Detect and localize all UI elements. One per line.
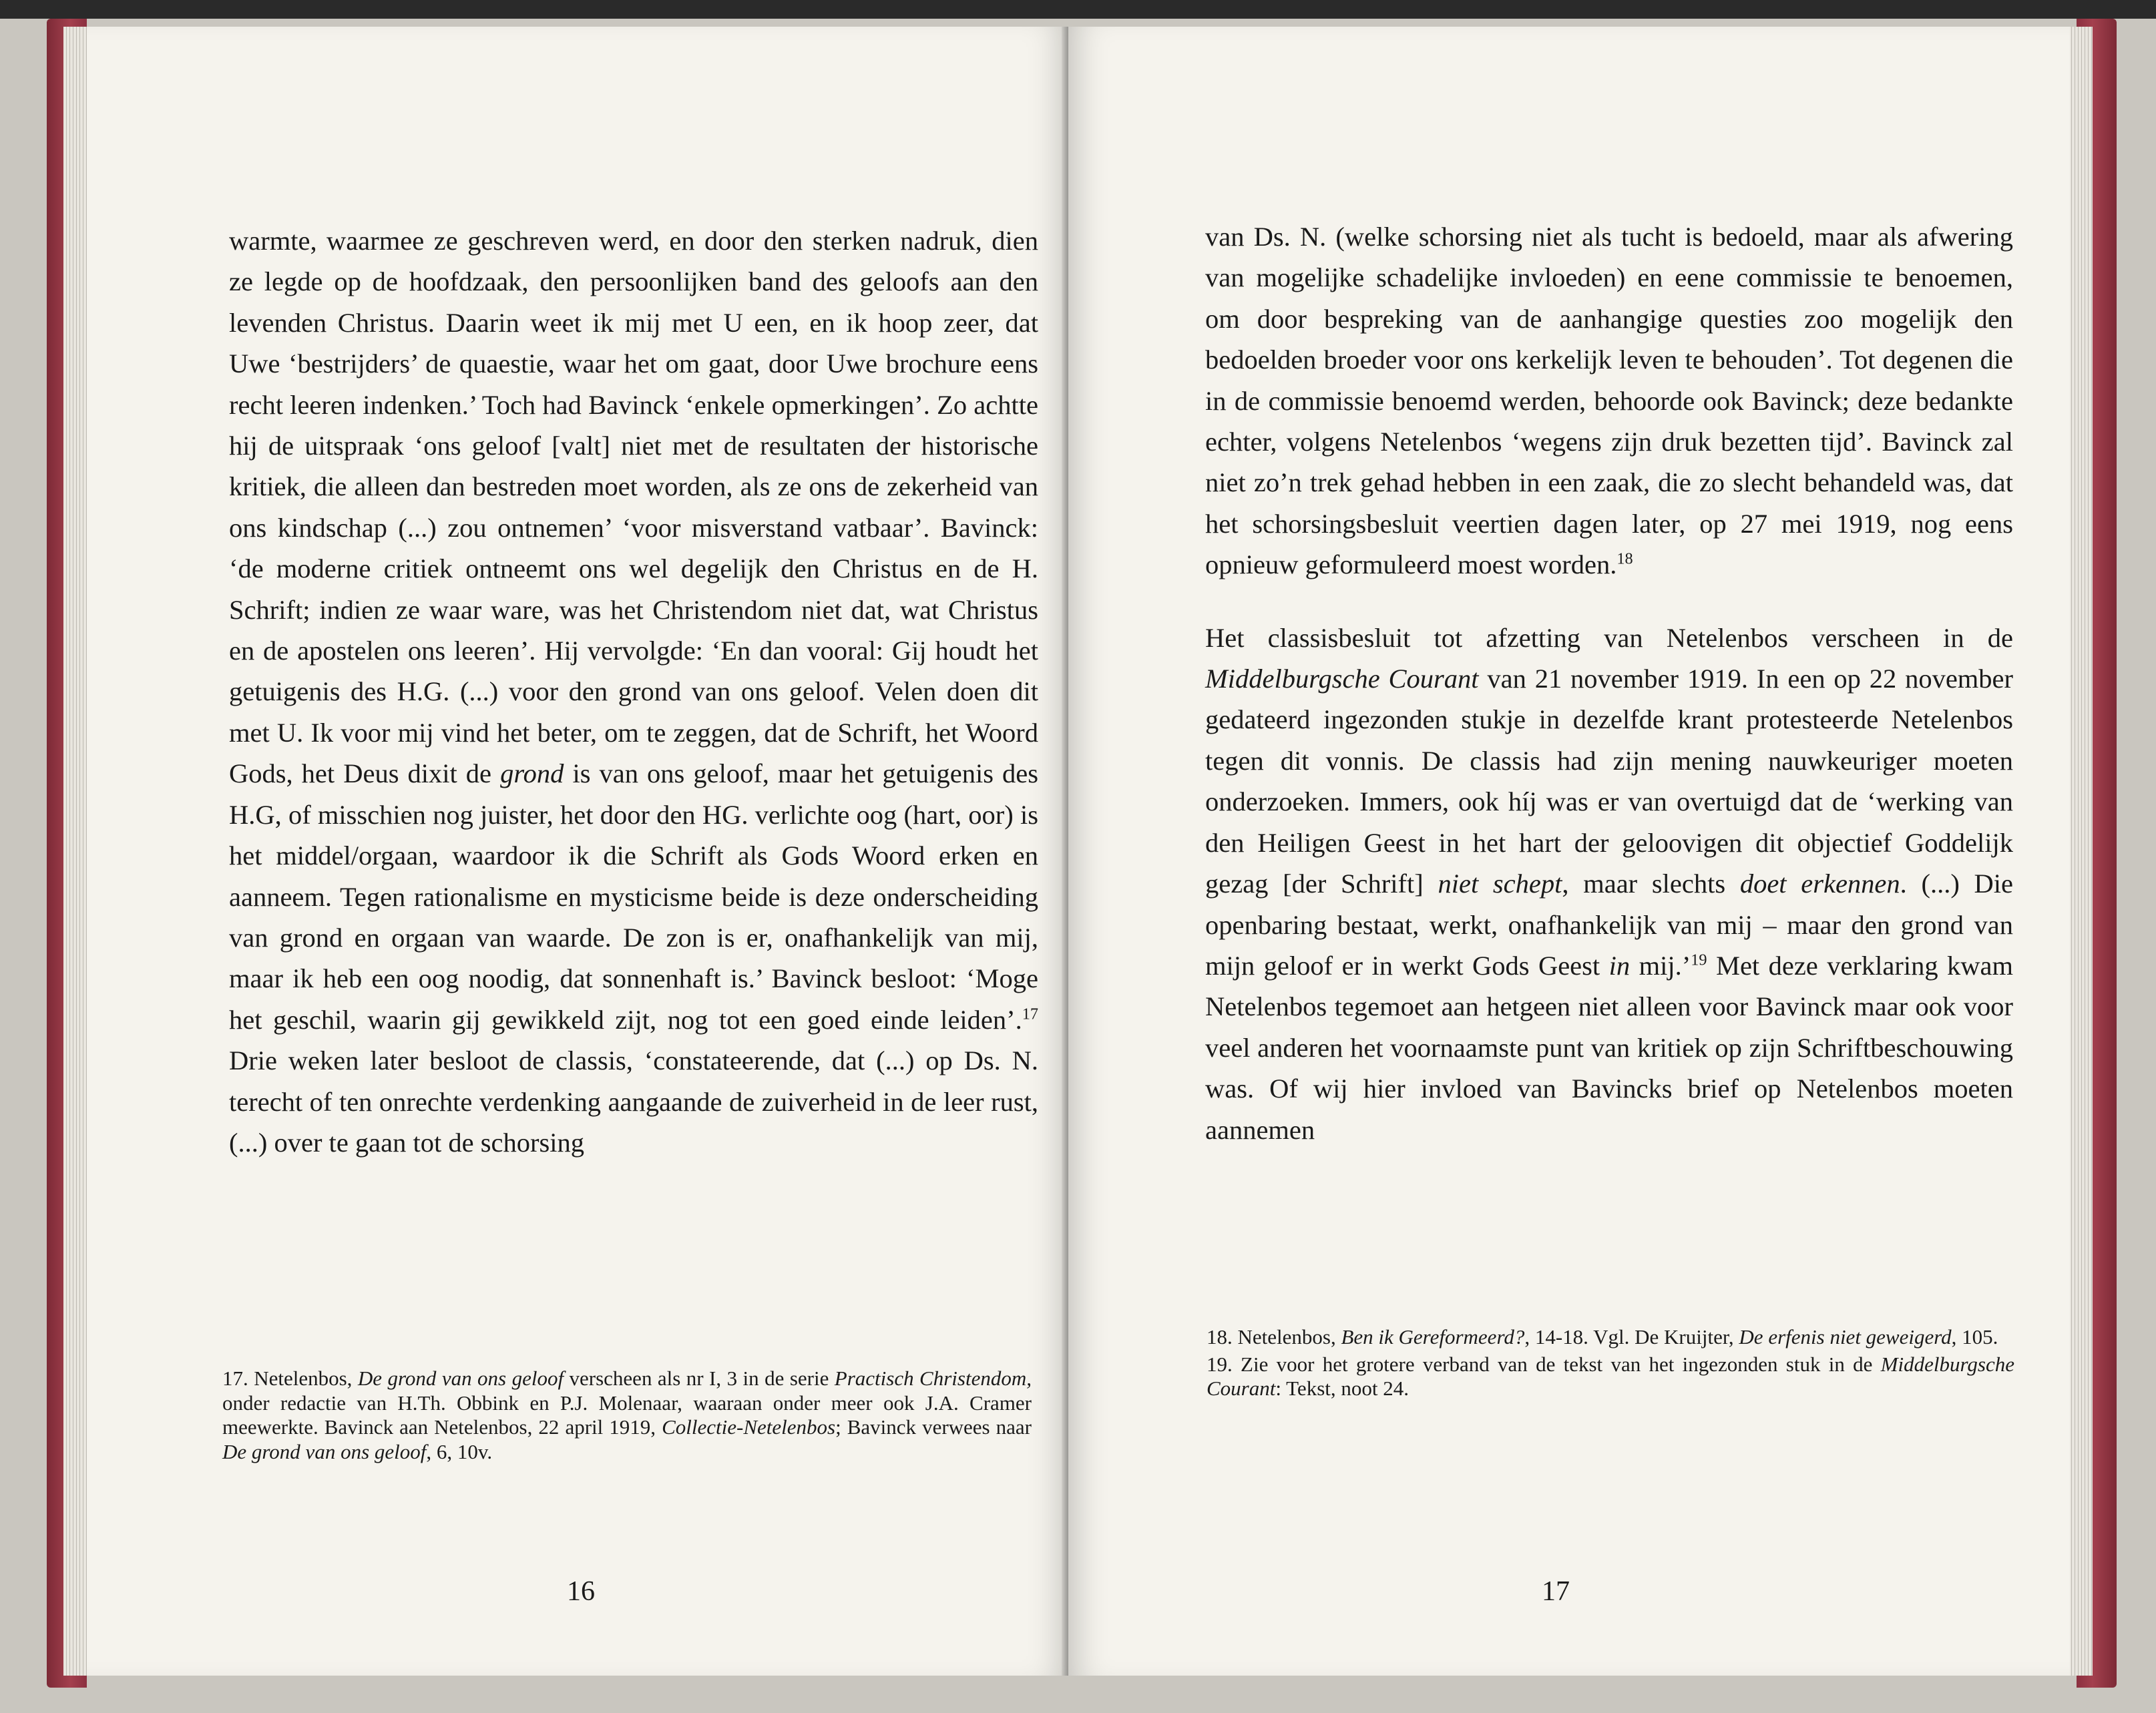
right-body2-a: Het classisbesluit tot afzetting van Netelenbos verscheen in de [1205, 622, 2013, 653]
fn18-i1: Ben ik Gereformeerd? [1341, 1325, 1525, 1349]
left-body-text [229, 220, 1038, 1163]
fn17-i4: De grond van ons geloof [222, 1439, 427, 1463]
right-paragraph-2 [1205, 618, 2013, 1150]
right-body2-i2: niet schept [1438, 869, 1562, 899]
fn17-i2: Practisch Christendom, [834, 1367, 1032, 1390]
fn19-i1: Middelburgsche Courant [1207, 1352, 2014, 1400]
footnote-18 [1207, 1325, 2014, 1350]
page-edges-left [63, 27, 90, 1676]
fn18-c: , 105. [1951, 1325, 1998, 1349]
page-edges-right [2069, 27, 2093, 1676]
page-left [87, 27, 1068, 1676]
fn19-b: : Tekst, noot 24. [1275, 1377, 1409, 1400]
fn17-c: onder redactie van H.Th. Obbink en P.J. Molenaar, waaraan onder meer ook J.A. Cramer meewerkte. Bavinck aan Netelenbos, 22 april 1919, [222, 1391, 1032, 1439]
right-body2-d: . (...) Die openbaring bestaat, werkt, onafhankelijk van mij – maar den grond van mijn geloof er in werkt Gods Geest [1205, 869, 2014, 981]
paragraph-gap [1205, 585, 2013, 618]
left-body-part1: warmte, waarmee ze geschreven werd, en door den sterken nadruk, dien ze legde op de hoofdzaak, den persoonlijken band des geloofs aan den levenden Christus. Daarin weet ik mij met U een, en ik hoop zeer, dat Uwe ‘bestrijders’ de quaestie, waar het om gaat, door Uwe brochure eens recht leeren indenken.’ Toch had Bavinck ‘enkele opmerkingen’. Zo achtte hij de uitspraak ‘ons geloof [valt] niet met de resultaten der historische kritiek, die alleen dan bestreden moet worden, als ze ons de zekerheid van ons kindschap (...) zou ontnemen’ ‘voor misverstand vatbaar’. Bavinck: ‘de moderne critiek ontneemt ons wel degelijk den Christus en de H. Schrift; indien ze waar ware, was het Christendom niet dat, wat Christus en de apostelen ons leeren’. Hij vervolgde: ‘En dan vooral: Gij houdt het getuigenis des H.G. (...) voor den grond van ons geloof. Velen doen dit met U. Ik voor mij vind het beter, om te zeggen, dat de Schrift, het Woord Gods, het Deus dixit de [229, 226, 1038, 789]
right-body-text [1205, 216, 2013, 1150]
right-paragraph-1 [1205, 216, 2013, 585]
fn18-i2: De erfenis niet geweigerd [1739, 1325, 1952, 1349]
page-right [1068, 27, 2070, 1676]
fn19-a: 19. Zie voor het grotere verband van de tekst van het ingezonden stuk in de [1207, 1352, 1873, 1376]
footnote-ref-17[interactable]: 17 [1022, 1005, 1038, 1023]
right-body2-c: , maar slechts [1562, 869, 1726, 899]
right-body2-i4: in [1608, 950, 1631, 981]
page-number-left: 16 [567, 1576, 595, 1607]
fn17-a: 17. Netelenbos, [222, 1367, 353, 1390]
right-body2-f: Met deze verklaring kwam Netelenbos tegemoet aan hetgeen niet alleen voor Bavinck maar ook voor veel anderen het voornaamste punt van kritiek op zijn Schriftbeschouwing was. Of wij hier invloed van Bavincks brief op Netelenbos moeten aannemen [1205, 950, 2014, 1145]
right-body2-i1: Middelburgsche Courant [1205, 664, 1479, 694]
right-body2-b: van 21 november 1919. In een op 22 november gedateerd ingezonden stukje in dezelfde krant protesteerde Netelenbos tegen dit vonnis. De classis had zijn mening nauwkeuriger moeten onderzoeken. Immers, ook híj was er van overtuigd dat de ‘werking van den Heiligen Geest in het hart der geloovigen dit objectief Goddelijk gezag [der Schrift] [1205, 664, 2014, 899]
footnotes-right [1207, 1325, 2014, 1404]
fn17-b: verscheen als nr I, 3 in de serie [569, 1367, 829, 1390]
right-body2-e: mij.’ [1639, 950, 1691, 981]
footnote-17 [222, 1367, 1032, 1467]
footnote-19 [1207, 1353, 2014, 1401]
fn17-i3: Collectie-Netelenbos [662, 1415, 836, 1439]
footnote-ref-19[interactable]: 19 [1691, 951, 1707, 969]
left-body-part3: Drie weken later besloot de classis, ‘constateerende, dat (...) op Ds. N. terecht of ten onrechte verdenking aangaande de zuiverheid in de leer rust, (...) over te gaan tot de schorsing [229, 1045, 1038, 1158]
left-body-part2: is van ons geloof, maar het getuigenis des H.G, of misschien nog juister, het door den HG. verlichte oog (hart, oor) is het middel/orgaan, waardoor ik die Schrift als Gods Woord erken en aanneem. Tegen rationalisme en mysticisme beide is deze onderscheiding van grond en orgaan van waarde. De zon is er, onafhankelijk van mij, maar ik heb een oog noodig, dat sonnenhaft is.’ Bavinck besloot: ‘Moge het geschil, waarin gij gewikkeld zijt, nog tot een goed einde leiden’. [229, 758, 1039, 1035]
footnote-ref-18[interactable]: 18 [1616, 549, 1633, 568]
left-body-grond: grond [500, 758, 564, 789]
right-body2-i3: doet erkennen [1739, 869, 1900, 899]
fn17-i1: De grond van ons geloof [357, 1367, 564, 1390]
fn18-b: , 14-18. Vgl. De Kruijter, [1524, 1325, 1734, 1349]
fn18-a: 18. Netelenbos, [1207, 1325, 1336, 1349]
right-body1: van Ds. N. (welke schorsing niet als tucht is bedoeld, maar als afwering van mogelijke schadelijke invloeden) en eene commissie te benoemen, om door bespreking van de aanhangige questies zoo mogelijk den bedoelden broeder voor ons kerkelijk leven te behouden’. Tot degenen die in de commissie benoemd werden, behoorde ook Bavinck; deze bedankte echter, volgens Netelenbos ‘wegens zijn druk bezetten tijd’. Bavinck zal niet zo’n trek gehad hebben in een zaak, die zo slecht behandeld was, dat het schorsingsbesluit veertien dagen later, op 27 mei 1919, nog eens opnieuw geformuleerd moest worden. [1205, 222, 2013, 580]
fn17-e: , 6, 10v. [426, 1439, 493, 1463]
page-number-right: 17 [1542, 1576, 1570, 1607]
fn17-d: ; Bavinck verwees naar [835, 1415, 1032, 1439]
